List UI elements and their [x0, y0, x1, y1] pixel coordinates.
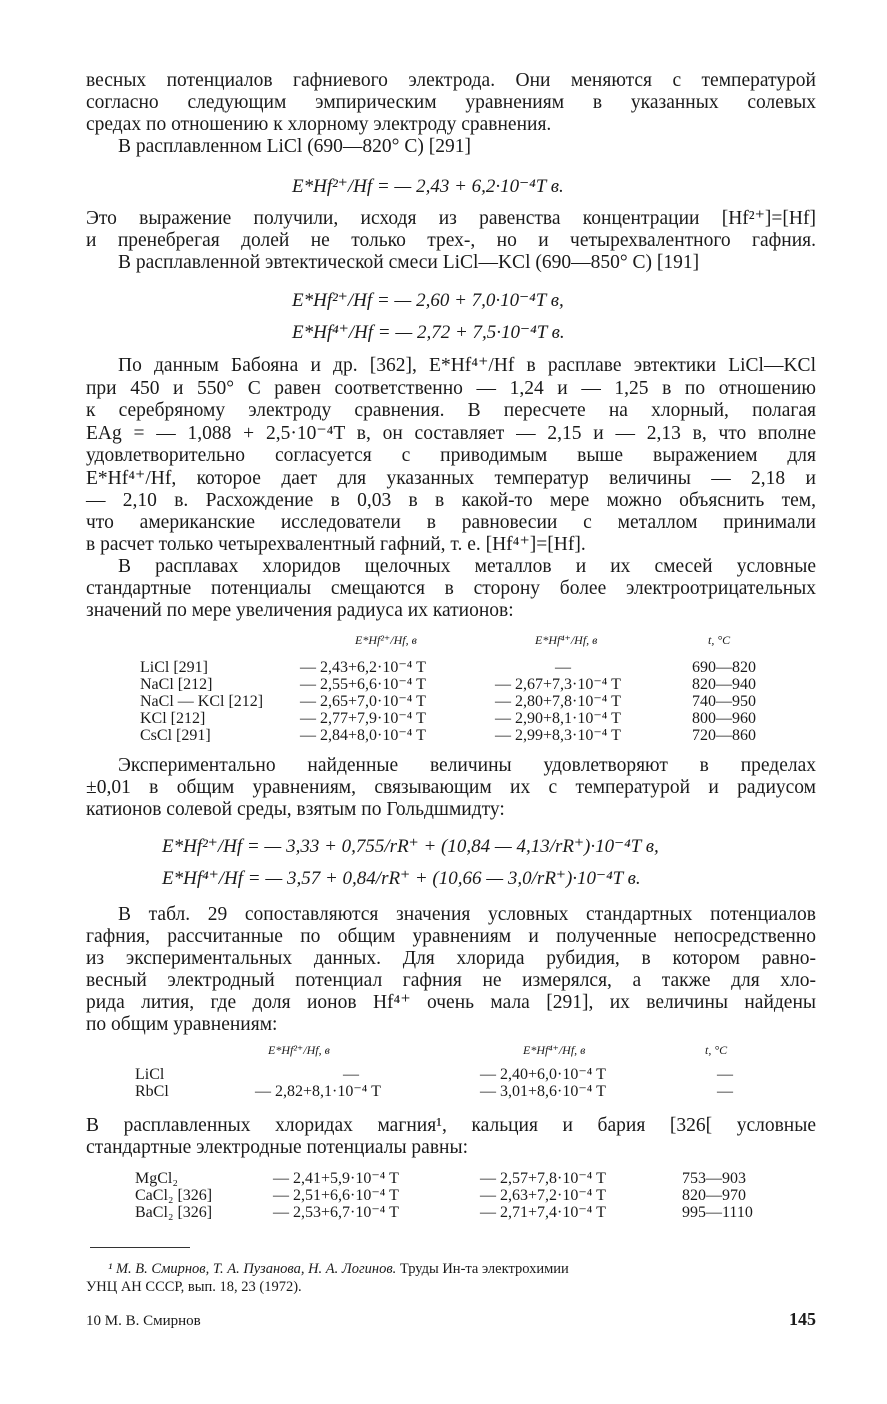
- equation-2: E*Hf²⁺/Hf = — 2,60 + 7,0·10⁻⁴T в,: [292, 290, 564, 311]
- text-line: По данным Бабояна и др. [362], E*Hf⁴⁺/Hf в расплаве эвтектики LiCl—KCl: [118, 355, 816, 376]
- table-cell: — 2,40+6,0·10⁻⁴ T: [480, 1066, 606, 1083]
- table-alkaline-earth-chlorides: [135, 1170, 775, 1225]
- text-line: EAg = — 1,088 + 2,5·10⁻⁴T в, он составляет — 2,15 и — 2,13 в, что вполне: [86, 423, 816, 444]
- table-header: E*Hf²⁺/Hf, в: [268, 1043, 330, 1057]
- table-cell: — 2,43+6,2·10⁻⁴ T: [300, 659, 426, 676]
- table-header: E*Hf⁴⁺/Hf, в: [523, 1043, 586, 1057]
- equation-3: E*Hf⁴⁺/Hf = — 2,72 + 7,5·10⁻⁴T в.: [292, 322, 565, 343]
- table-cell: — 2,80+7,8·10⁻⁴ T: [495, 693, 621, 710]
- page-number: 145: [789, 1309, 816, 1329]
- table-cell: KCl [212]: [140, 710, 206, 727]
- footnote-authors: ¹ М. В. Смирнов, Т. А. Пузанова, Н. А. Логинов.: [108, 1261, 397, 1277]
- text-line: что американские исследователи в равновесии с металлом принимали: [86, 512, 816, 533]
- table-header: t, °C: [708, 633, 731, 647]
- footnote: [86, 1260, 816, 1296]
- table-alkali-chlorides: [140, 632, 780, 747]
- table-cell: —: [717, 1066, 733, 1083]
- table-cell: — 3,01+8,6·10⁻⁴ T: [480, 1083, 606, 1100]
- table-cell: NaCl — KCl [212]: [140, 693, 264, 710]
- table-cell: RbCl: [135, 1083, 169, 1100]
- table-cell: — 2,53+6,7·10⁻⁴ T: [273, 1204, 399, 1221]
- table-cell: 753—903: [682, 1170, 746, 1187]
- table-cell: — 2,99+8,3·10⁻⁴ T: [495, 727, 621, 744]
- text-line: Экспериментально найденные величины удовлетворяют в пределах: [118, 755, 816, 776]
- text-line: в расчет только четырехвалентный гафний, т. е. [Hf⁴⁺]=[Hf].: [86, 534, 586, 555]
- text-line: при 450 и 550° С равен соответственно — 1,24 и — 1,25 в по отношению: [86, 378, 816, 399]
- table-cell: — 2,82+8,1·10⁻⁴ T: [255, 1083, 381, 1100]
- text-line: гафния, рассчитанные по общим уравнениям и полученные непосредственно: [86, 926, 816, 947]
- signature-mark: 10 М. В. Смирнов: [86, 1313, 201, 1329]
- text-line: средах по отношению к хлорному электроду сравнения.: [86, 114, 552, 135]
- table-cell: 720—860: [692, 727, 756, 744]
- table-header: E*Hf⁴⁺/Hf, в: [535, 633, 598, 647]
- text-line: и пренебрегая долей не только трех-, но и четырехвалентного гафния.: [86, 230, 816, 251]
- table-cell: 800—960: [692, 710, 756, 727]
- table-cell: LiCl: [135, 1066, 165, 1083]
- text-line: В табл. 29 сопоставляются значения условных стандартных потенциалов: [118, 904, 816, 925]
- text-line: по общим уравнениям:: [86, 1014, 278, 1035]
- text-line: стандартные электродные потенциалы равны:: [86, 1137, 468, 1158]
- text-line: — 2,10 в. Расхождение в 0,03 в в какой-то мере можно объяснить тем,: [86, 490, 816, 511]
- footnote-source: Труды Ин-та электрохимии: [396, 1261, 569, 1277]
- footnote-rule: [90, 1247, 190, 1248]
- table-cell: — 2,84+8,0·10⁻⁴ T: [300, 727, 426, 744]
- table-cell: — 2,90+8,1·10⁻⁴ T: [495, 710, 621, 727]
- equation-4: E*Hf²⁺/Hf = — 3,33 + 0,755/rR⁺ + (10,84 — 4,13/rR⁺)·10⁻⁴T в,: [162, 836, 659, 857]
- table-header: E*Hf²⁺/Hf, в: [355, 633, 417, 647]
- table-header: t, °C: [705, 1043, 728, 1057]
- table-cell: —: [717, 1083, 733, 1100]
- text-line: В расплавах хлоридов щелочных металлов и их смесей условные: [118, 556, 816, 577]
- table-cell: BaCl₂ [326]: [135, 1204, 213, 1221]
- text-line: весный электродный потенциал гафния не измерялся, а также для хло-: [86, 970, 816, 991]
- table-cell: — 2,51+6,6·10⁻⁴ T: [273, 1187, 399, 1204]
- table-cell: CsCl [291]: [140, 727, 211, 744]
- table-cell: — 2,41+5,9·10⁻⁴ T: [273, 1170, 399, 1187]
- text-line: стандартные потенциалы смещаются в сторону более электроотрицательных: [86, 578, 816, 599]
- text-line: весных потенциалов гафниевого электрода. Они меняются с температурой: [86, 70, 816, 91]
- text-line: Это выражение получили, исходя из равенства концентрации [Hf²⁺]=[Hf]: [86, 208, 816, 229]
- table-cell: — 2,55+6,6·10⁻⁴ T: [300, 676, 426, 693]
- text-line: В расплавленных хлоридах магния¹, кальция и бария [326[ условные: [86, 1115, 816, 1136]
- footnote-line-2: УНЦ АН СССР, вып. 18, 23 (1972).: [86, 1279, 302, 1295]
- table-cell: — 2,57+7,8·10⁻⁴ T: [480, 1170, 606, 1187]
- table-cell: 740—950: [692, 693, 756, 710]
- equation-5: E*Hf⁴⁺/Hf = — 3,57 + 0,84/rR⁺ + (10,66 — 3,0/rR⁺)·10⁻⁴T в.: [162, 868, 641, 889]
- text-line: рида лития, где доля ионов Hf⁴⁺ очень мала [291], их величины найдены: [86, 992, 816, 1013]
- table-cell: — 2,67+7,3·10⁻⁴ T: [495, 676, 621, 693]
- text-line: значений по мере увеличения радиуса их катионов:: [86, 600, 514, 621]
- text-line: катионов солевой среды, взятым по Гольдшмидту:: [86, 799, 505, 820]
- footnote-line-1: [86, 1260, 816, 1278]
- table-cell: — 2,63+7,2·10⁻⁴ T: [480, 1187, 606, 1204]
- text-line: E*Hf⁴⁺/Hf, которое дает для указанных температур величины — 2,18 и: [86, 468, 816, 489]
- table-rb-li-chlorides: [135, 1042, 775, 1102]
- text-line: к серебряному электроду сравнения. В пересчете на хлорный, полагая: [86, 400, 816, 421]
- table-cell: — 2,65+7,0·10⁻⁴ T: [300, 693, 426, 710]
- equation-1: E*Hf²⁺/Hf = — 2,43 + 6,2·10⁻⁴T в.: [292, 176, 564, 197]
- text-line: из экспериментальных данных. Для хлорида рубидия, в котором равно-: [86, 948, 816, 969]
- table-cell: — 2,77+7,9·10⁻⁴ T: [300, 710, 426, 727]
- text-line: В расплавленном LiCl (690—820° C) [291]: [118, 136, 471, 157]
- text-line: удовлетворительно согласуется с приводимым выше выражением для: [86, 445, 816, 466]
- text-line: В расплавленной эвтектической смеси LiCl—KCl (690—850° C) [191]: [118, 252, 700, 273]
- table-cell: 690—820: [692, 659, 756, 676]
- table-cell: CaCl₂ [326]: [135, 1187, 213, 1204]
- text-line: согласно следующим эмпирическим уравнениям в указанных солевых: [86, 92, 816, 113]
- table-cell: 820—970: [682, 1187, 746, 1204]
- table-cell: LiCl [291]: [140, 659, 208, 676]
- table-cell: MgCl₂: [135, 1170, 178, 1187]
- table-cell: 995—1110: [682, 1204, 753, 1221]
- table-cell: NaCl [212]: [140, 676, 213, 693]
- table-cell: —: [343, 1066, 359, 1083]
- table-cell: — 2,71+7,4·10⁻⁴ T: [480, 1204, 606, 1221]
- table-cell: 820—940: [692, 676, 756, 693]
- text-line: ±0,01 в общим уравнениям, связывающим их с температурой и радиусом: [86, 777, 816, 798]
- table-cell: —: [555, 659, 571, 676]
